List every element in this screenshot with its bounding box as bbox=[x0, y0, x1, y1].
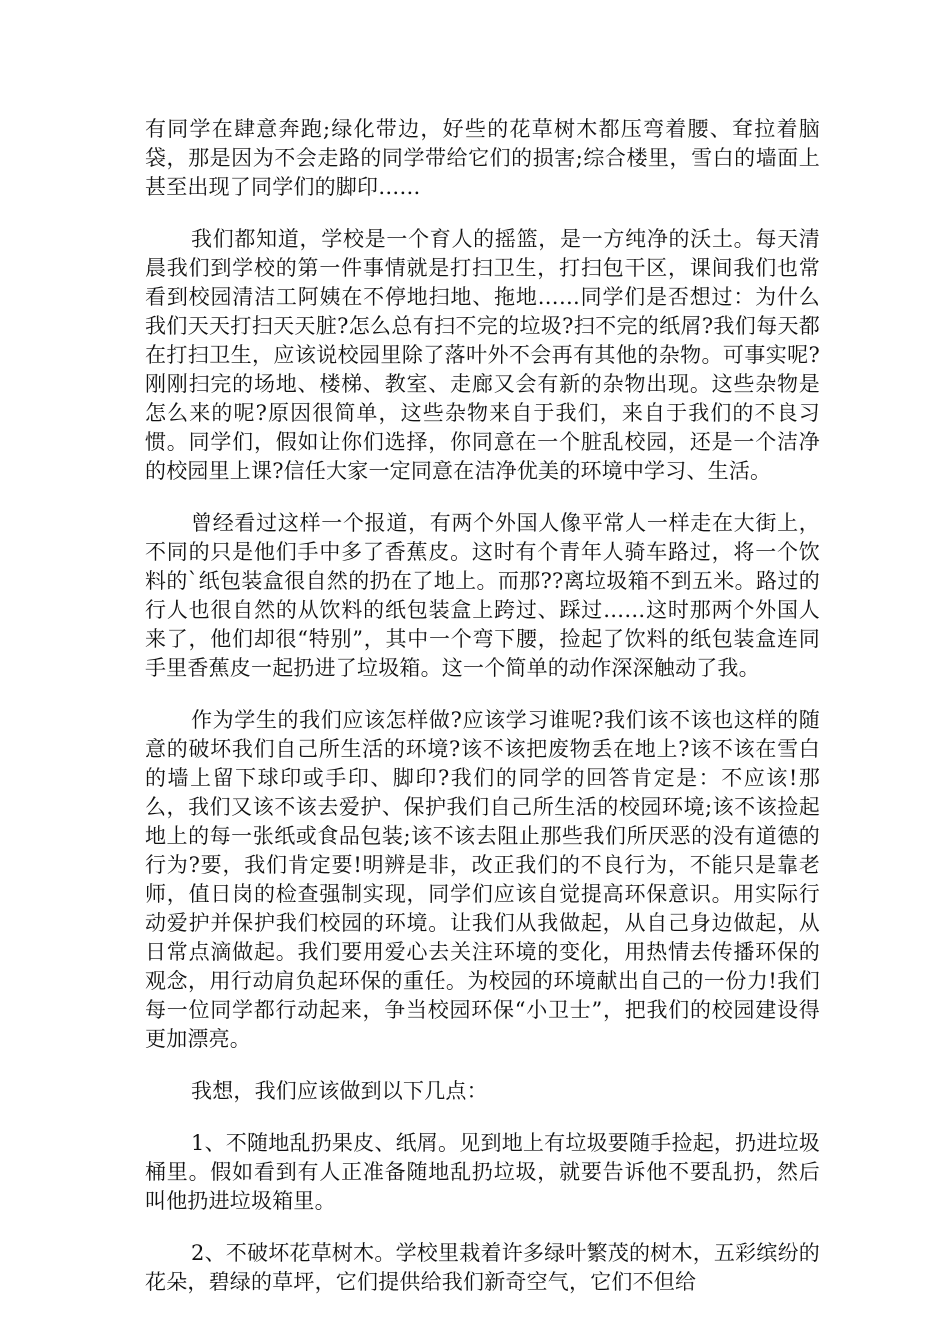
paragraph-1: 有同学在肆意奔跑;绿化带边，好些的花草树木都压弯着腰、耷拉着脑袋，那是因为不会走路的同学带给它们的损害;综合楼里，雪白的墙面上甚至出现了同学们的脚印…… bbox=[145, 117, 820, 199]
paragraph-2: 我们都知道，学校是一个育人的摇篮，是一方纯净的沃土。每天清晨我们到学校的第一件事情就是打扫卫生，打扫包干区，课间我们也常看到校园清洁工阿姨在不停地扫地、拖地……同学们是否想过：为什么我们天天打扫天天脏?怎么总有扫不完的垃圾?扫不完的纸屑?我们每天都在打扫卫生，应该说校园里除了落叶外不会再有其他的杂物。可事实呢?刚刚扫完的场地、楼梯、教室、走廊又会有新的杂物出现。这些杂物是怎么来的呢?原因很简单，这些杂物来自于我们，来自于我们的不良习惯。同学们，假如让你们选择，你同意在一个脏乱校园，还是一个洁净的校园里上课?信任大家一定同意在洁净优美的环境中学习、生活。 bbox=[145, 227, 820, 483]
paragraph-3: 曾经看过这样一个报道，有两个外国人像平常人一样走在大街上，不同的只是他们手中多了香蕉皮。这时有个青年人骑车路过，将一个饮料的`纸包装盒很自然的扔在了地上。而那??离垃圾箱不到五米。路过的行人也很自然的从饮料的纸包装盒上跨过、踩过……这时那两个外国人来了，他们却很“特别”，其中一个弯下腰，捡起了饮料的纸包装盒连同手里香蕉皮一起扔进了垃圾箱。这一个简单的动作深深触动了我。 bbox=[145, 511, 820, 680]
paragraph-7: 2、不破坏花草树木。学校里栽着许多绿叶繁茂的树木，五彩缤纷的花朵，碧绿的草坪，它们提供给我们新奇空气，它们不但给 bbox=[145, 1241, 820, 1294]
paragraph-6: 1、不随地乱扔果皮、纸屑。见到地上有垃圾要随手捡起，扔进垃圾桶里。假如看到有人正准备随地乱扔垃圾，就要告诉他不要乱扔，然后叫他扔进垃圾箱里。 bbox=[145, 1131, 820, 1213]
paragraph-5: 我想，我们应该做到以下几点： bbox=[191, 1079, 488, 1103]
paragraph-4: 作为学生的我们应该怎样做?应该学习谁呢?我们该不该也这样的随意的破坏我们自己所生活的环境?该不该把废物丢在地上?该不该在雪白的墙上留下球印或手印、脚印?我们的同学的回答肯定是：不应该!那么，我们又该不该去爱护、保护我们自己所生活的校园环境;该不该捡起地上的每一张纸或食品包装;该不该去阻止那些我们所厌恶的没有道德的行为?要，我们肯定要!明辨是非，改正我们的不良行为，不能只是靠老师，值日岗的检查强制实现，同学们应该自觉提高环保意识。用实际行动爱护并保护我们校园的环境。让我们从我做起，从自己身边做起，从日常点滴做起。我们要用爱心去关注环境的变化，用热情去传播环保的观念，用行动肩负起环保的重任。为校园的环境献出自己的一份力!我们每一位同学都行动起来，争当校园环保“小卫士”，把我们的校园建设得更加漂亮。 bbox=[145, 708, 820, 1051]
